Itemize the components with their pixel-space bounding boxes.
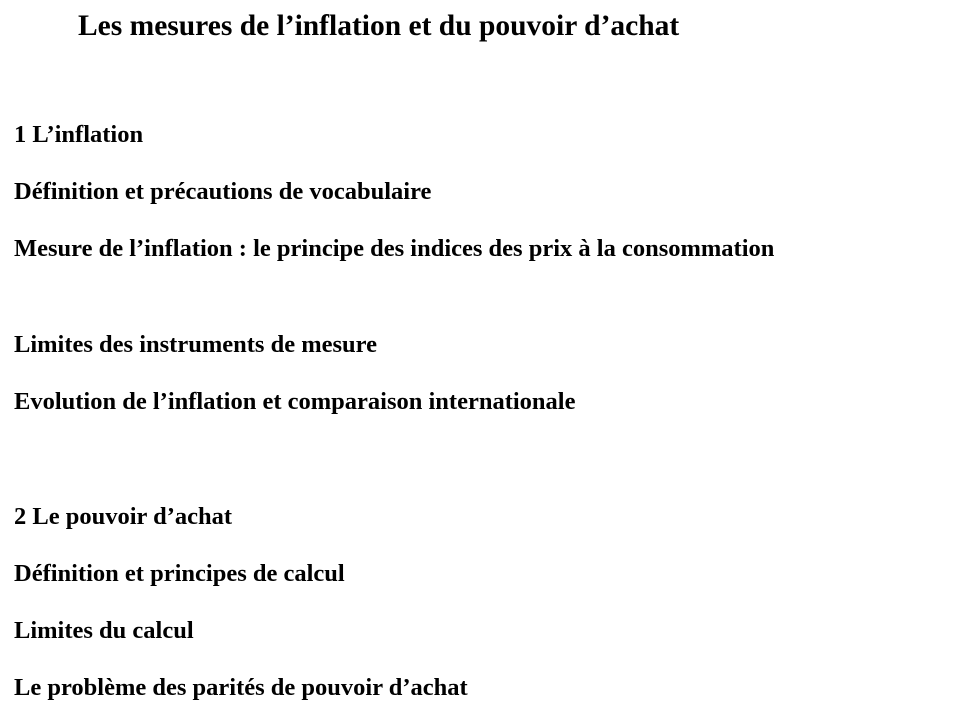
list-item: Définition et précautions de vocabulaire (14, 178, 432, 205)
list-item: Limites du calcul (14, 617, 194, 644)
list-item: Le problème des parités de pouvoir d’achat (14, 674, 468, 701)
section-heading-1: 1 L’inflation (14, 121, 144, 148)
slide-title: Les mesures de l’inflation et du pouvoir d’achat (78, 10, 680, 42)
list-item: Mesure de l’inflation : le principe des indices des prix à la consommation (14, 235, 775, 262)
list-item: Evolution de l’inflation et comparaison internationale (14, 388, 576, 415)
section-heading-2: 2 Le pouvoir d’achat (14, 503, 233, 530)
list-item: Limites des instruments de mesure (14, 331, 377, 358)
list-item: Définition et principes de calcul (14, 560, 345, 587)
